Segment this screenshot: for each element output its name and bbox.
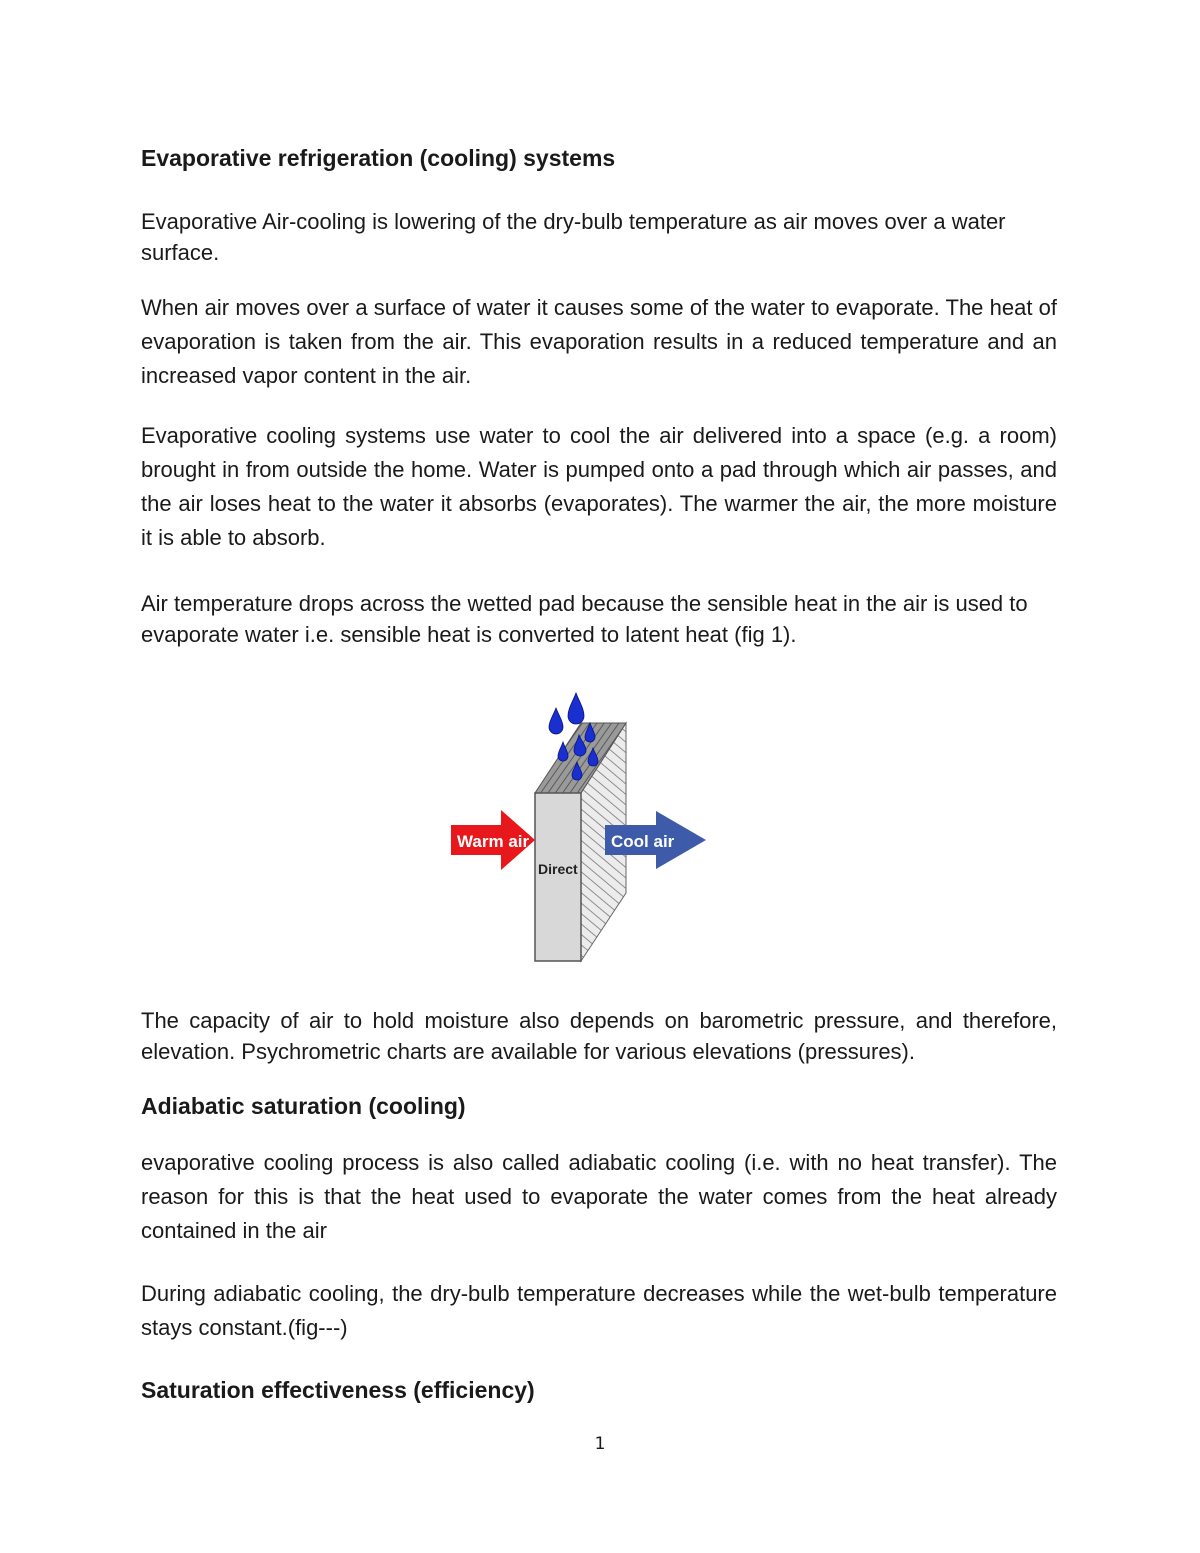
pad-label: Direct [538, 861, 578, 877]
paragraph-barometric-pressure: The capacity of air to hold moisture also depends on barometric pressure, and therefore, elevation. Psychrometric charts are available for various elevations (pressures). [141, 1008, 1057, 1064]
heading-adiabatic-saturation: Adiabatic saturation (cooling) [141, 1093, 466, 1119]
cool-air-label: Cool air [611, 832, 675, 851]
heading-saturation-effectiveness: Saturation effectiveness (efficiency) [141, 1377, 535, 1403]
paragraph-dry-wet-bulb: During adiabatic cooling, the dry-bulb temperature decreases while the wet-bulb temperature stays constant.(fig---) [141, 1281, 1057, 1340]
warm-air-label: Warm air [457, 832, 530, 851]
paragraph-evaporation: When air moves over a surface of water it causes some of the water to evaporate. The heat of evaporation is taken from the air. This evaporation results in a reduced temperature and an increased vapor content in the air. [141, 295, 1057, 388]
figure-evaporative-pad [451, 690, 711, 965]
paragraph-adiabatic-cooling: evaporative cooling process is also called adiabatic cooling (i.e. with no heat transfer). The reason for this is that the heat used to evaporate the water comes from the heat already contained in the air [141, 1150, 1057, 1243]
heading-evaporative-systems: Evaporative refrigeration (cooling) systems [141, 145, 616, 171]
water-drop [549, 708, 563, 734]
evaporative-pad-diagram [451, 690, 711, 965]
pad-front-face [535, 793, 581, 961]
paragraph-cooling-systems: Evaporative cooling systems use water to cool the air delivered into a space (e.g. a room) brought in from outside the home. Water is pumped onto a pad through which air passes, and the air loses heat to the water it absorbs (evaporates). The warmer the air, the more moisture it is able to absorb. [141, 423, 1057, 550]
paragraph-temperature-drop: Air temperature drops across the wetted pad because the sensible heat in the air is used to evaporate water i.e. sensible heat is converted to latent heat (fig 1). [141, 591, 1028, 647]
paragraph-definition: Evaporative Air-cooling is lowering of the dry-bulb temperature as air moves over a water surface. [141, 209, 1006, 265]
page-number: 1 [594, 1434, 606, 1454]
water-drop [568, 693, 584, 724]
